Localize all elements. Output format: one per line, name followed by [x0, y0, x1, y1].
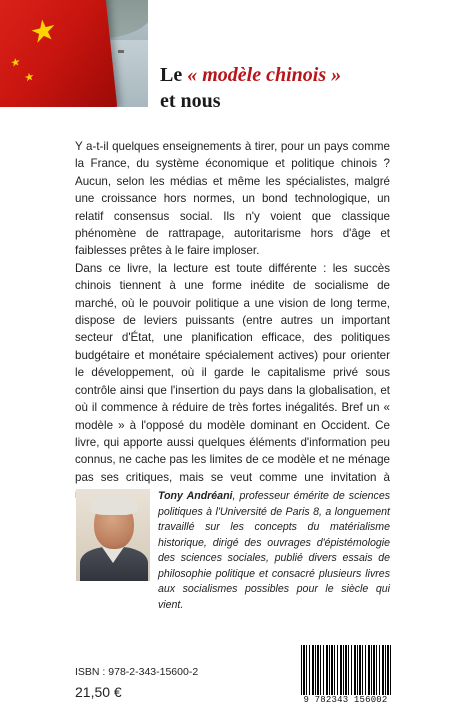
book-title — [160, 62, 341, 114]
barcode-icon — [301, 645, 391, 695]
isbn-label: ISBN : 978-2-343-15600-2 — [75, 666, 199, 678]
flag-big-star-icon: ★ — [28, 12, 59, 52]
author-bio — [158, 489, 390, 613]
price-label: 21,50 € — [75, 684, 122, 700]
author-bio-text: , professeur émérite de sciences politiques à l'Université de Paris 8, a longuement travaillé sur les concepts du matérialisme historique, dirigé des ouvrages d'épistémologie des sciences sociales, publié divers essais de philosophie politique et consacré plusieurs livres aux socialismes possibles pour le siècle qui vient. — [158, 490, 391, 611]
title-line2: et nous — [160, 90, 221, 112]
barcode-digits: 9 782343 156002 — [303, 695, 388, 705]
title-emphasis: « modèle chinois » — [187, 64, 342, 86]
flag-small-star-icon: ★ — [10, 55, 22, 71]
cover-photo-flag — [0, 0, 148, 107]
back-cover-blurb — [75, 138, 390, 504]
flag-small-star-icon: ★ — [23, 70, 35, 85]
author-hair — [90, 495, 138, 515]
title-prefix: Le — [160, 64, 183, 86]
chinese-flag-icon — [0, 0, 117, 107]
barcode — [297, 645, 394, 707]
boat-icon — [118, 50, 124, 53]
author-name: Tony Andréani — [158, 490, 233, 502]
author-portrait — [76, 489, 150, 581]
blurb-paragraph-2: Dans ce livre, la lecture est toute différente : les succès chinois tiennent à une forme inédite de socialisme de marché, où le pouvoir politique a une vision de long terme, dispose de leviers puissants (entre autres un important secteur d'État, une planification efficace, des politiques budgétaire et monétaire spécialement actives) pour orienter le développement, où il garde le capitalisme privé sous contrôle ainsi que l'insertion du pays dans la globalisation, et où il commence à réduire de très fortes inégalités. Bref un « modèle » à l'opposé du modèle dominant en Occident. Ce livre, qui apporte aussi quelques éléments d'information peu connus, ne cache pas les limites de ce modèle et ne ménage pas ses critiques, mais se veut comme une invitation à — [75, 261, 390, 484]
blurb-paragraph-1: Y a-t-il quelques enseignements à tirer, pour un pays comme la France, du système économique et politique chinois ? Aucun, selon les médias et même les spécialistes, malgré une croissance hors normes, un bond technologique, un relatif consensus social. Ils n'y voient que classique phénomène de rattrapage, autoritarisme hors d'âge et faiblesses prêtes à le faire imploser. — [75, 140, 390, 258]
